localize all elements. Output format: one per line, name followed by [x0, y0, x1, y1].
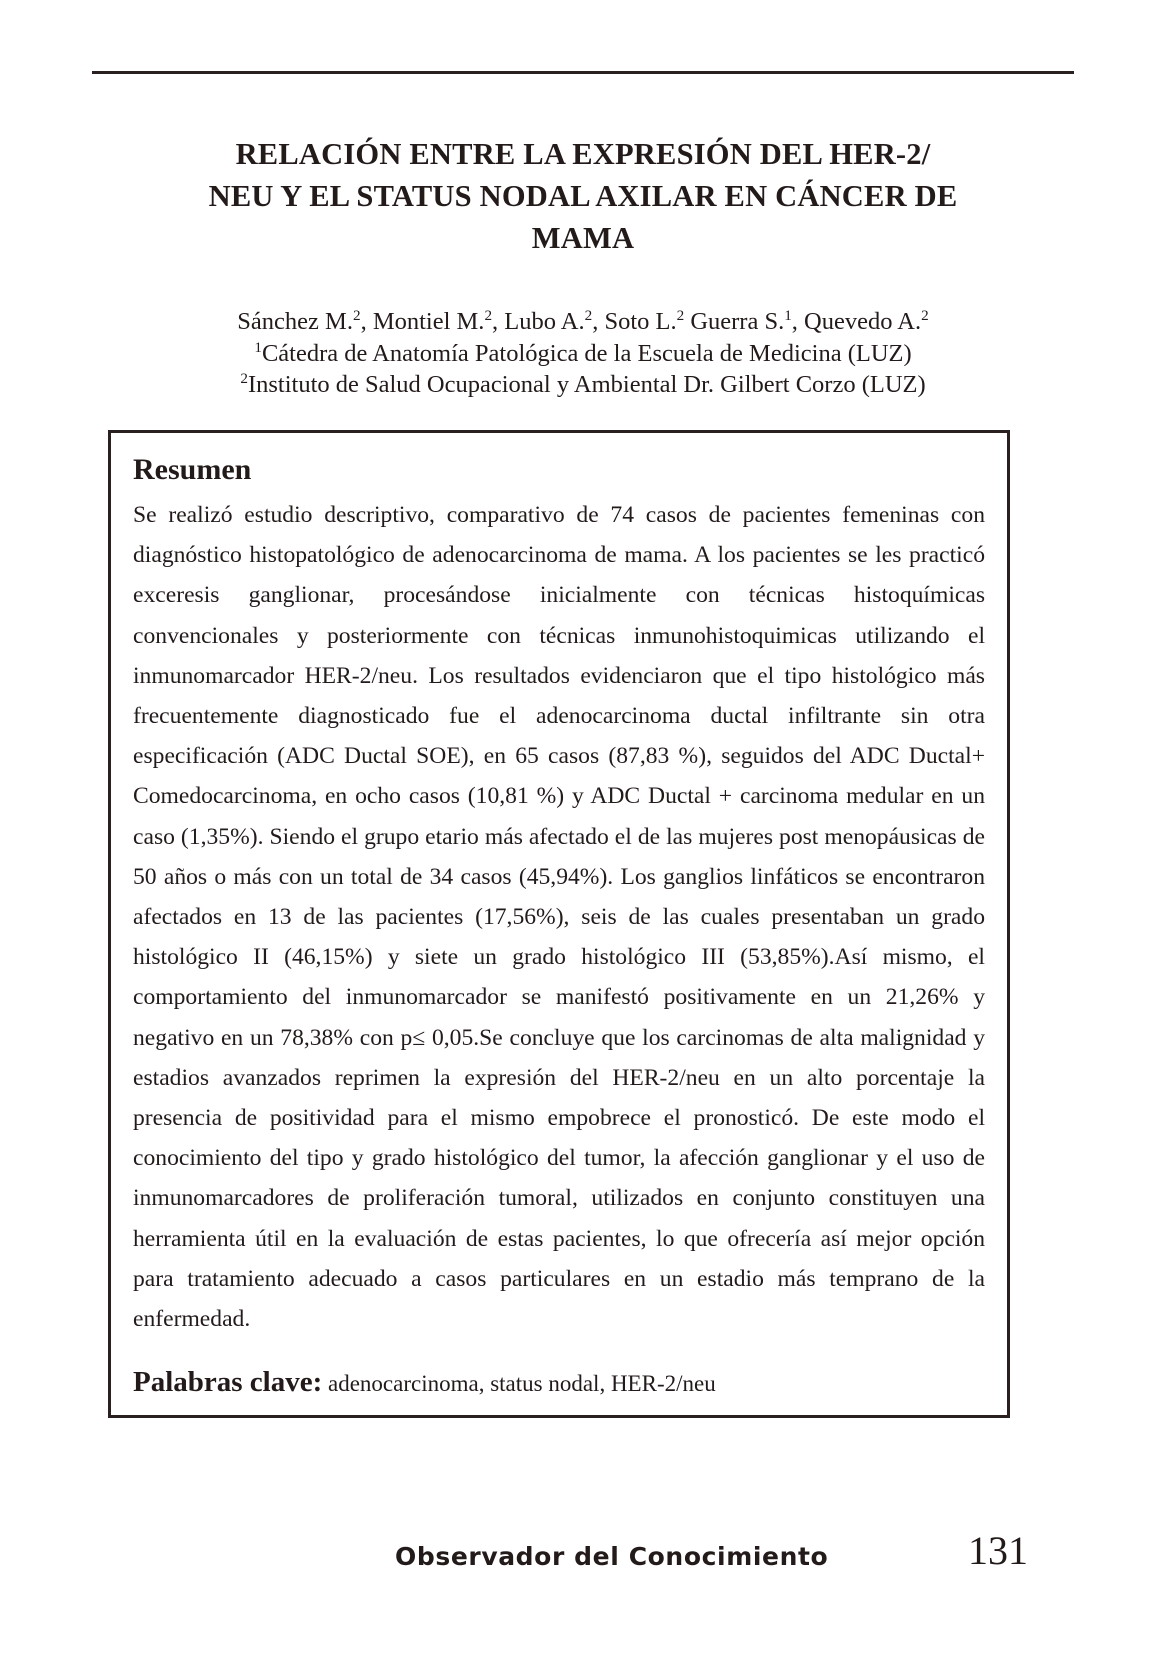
- author-affiliation-marker-0: 2: [352, 306, 361, 324]
- keywords-values: adenocarcinoma, status nodal, HER-2/neu: [328, 1371, 716, 1397]
- affiliation-2: [120, 369, 1046, 401]
- affiliation-text-2: Instituto de Salud Ocupacional y Ambiental Dr. Gilbert Corzo (LUZ): [247, 371, 926, 398]
- author-name-0: Sánchez M.: [237, 308, 353, 335]
- abstract-heading: Resumen: [133, 453, 252, 486]
- authors-and-affiliations: [120, 306, 1046, 401]
- header-rule: [92, 71, 1074, 74]
- affiliation-marker-1: 1: [254, 338, 262, 356]
- footer-journal-name: Observador del Conocimiento: [395, 1542, 829, 1571]
- author-name-2: Lubo A.: [504, 308, 585, 335]
- author-name-4: Guerra S.: [690, 308, 785, 335]
- author-affiliation-marker-3: 2: [676, 306, 685, 324]
- affiliation-1: [120, 338, 1046, 370]
- page-title: [140, 133, 1026, 259]
- author-name-3: Soto L.: [604, 308, 677, 335]
- abstract-box: [108, 430, 1010, 1418]
- keywords-line: [133, 1365, 985, 1401]
- footer-page-number: 131: [968, 1528, 1028, 1573]
- title-line-2: NEU Y EL STATUS NODAL AXILAR EN CÁNCER DE: [208, 179, 958, 213]
- title-line-1: RELACIÓN ENTRE LA EXPRESIÓN DEL HER-2/: [235, 137, 931, 171]
- author-affiliation-marker-5: 2: [921, 306, 929, 324]
- affiliation-marker-2: 2: [240, 369, 248, 387]
- author-list: Sánchez M.$^2$, Montiel M.$^2$, Lubo A.$^2$, Soto L.$^2$ Guerra S.$^1$, Quevedo A.$^2$: [237, 306, 929, 335]
- affiliation-text-1: Cátedra de Anatomía Patológica de la Escuela de Medicina (LUZ): [261, 339, 912, 367]
- author-affiliation-marker-4: 1: [784, 306, 792, 324]
- author-name-1: Montiel M.: [372, 308, 485, 335]
- title-line-3: MAMA: [531, 221, 635, 255]
- author-name-5: Quevedo A.: [804, 308, 922, 335]
- author-affiliation-marker-2: 2: [584, 306, 593, 324]
- keywords-label: Palabras clave:: [133, 1366, 323, 1399]
- abstract-text: Se realizó estudio descriptivo, comparativo de 74 casos de pacientes femeninas con diagnóstico histopatológico de adenocarcinoma de mama. A los pacientes se les practicó exceresis ganglionar, procesándose inicialmente con técnicas histoquímicas convencionales y posteriormente con técnicas inmunohistoquimicas utilizando el inmunomarcador HER-2/neu. Los resultados evidenciaron que el tipo histológico más frecuentemente diagnosticado fue el adenocarcinoma ductal infiltrante sin otra especificación (ADC Ductal SOE), en 65 casos (87,83 %), seguidos del ADC Ductal+ Comedocarcinoma, en ocho casos (10,81 %) y ADC Ductal + carcinoma medular en un caso (1,35%). Siendo el grupo etario más afectado el de las mujeres post menopáusicas de 50 años o más con un total de 34 casos (45,94%). Los ganglios linfáticos se encontraron afectados en 13 de las pacientes (17,56%), seis de las cuales presentaban un grado histológico II (46,15%) y siete un grado histológico III (53,85%).Así mismo, el comportamiento del inmunomarcador se manifestó positivamente en un 21,26% y negativo en un 78,38% con p≤ 0,05.Se concluye que los carcinomas de alta malignidad y estadios avanzados reprimen la expresión del HER-2/neu en un alto porcentaje la presencia de positividad para el mismo empobrece el pronosticó. De este modo el conocimiento del tipo y grado histológico del tumor, la afección ganglionar y el uso de inmunomarcadores de proliferación tumoral, utilizados en conjunto constituyen una herramienta útil en la evaluación de estas pacientes, lo que ofrecería así mejor opción para tratamiento adecuado a casos particulares en un estadio más temprano de la enfermedad.: [133, 502, 985, 1333]
- author-affiliation-marker-1: 2: [484, 306, 493, 324]
